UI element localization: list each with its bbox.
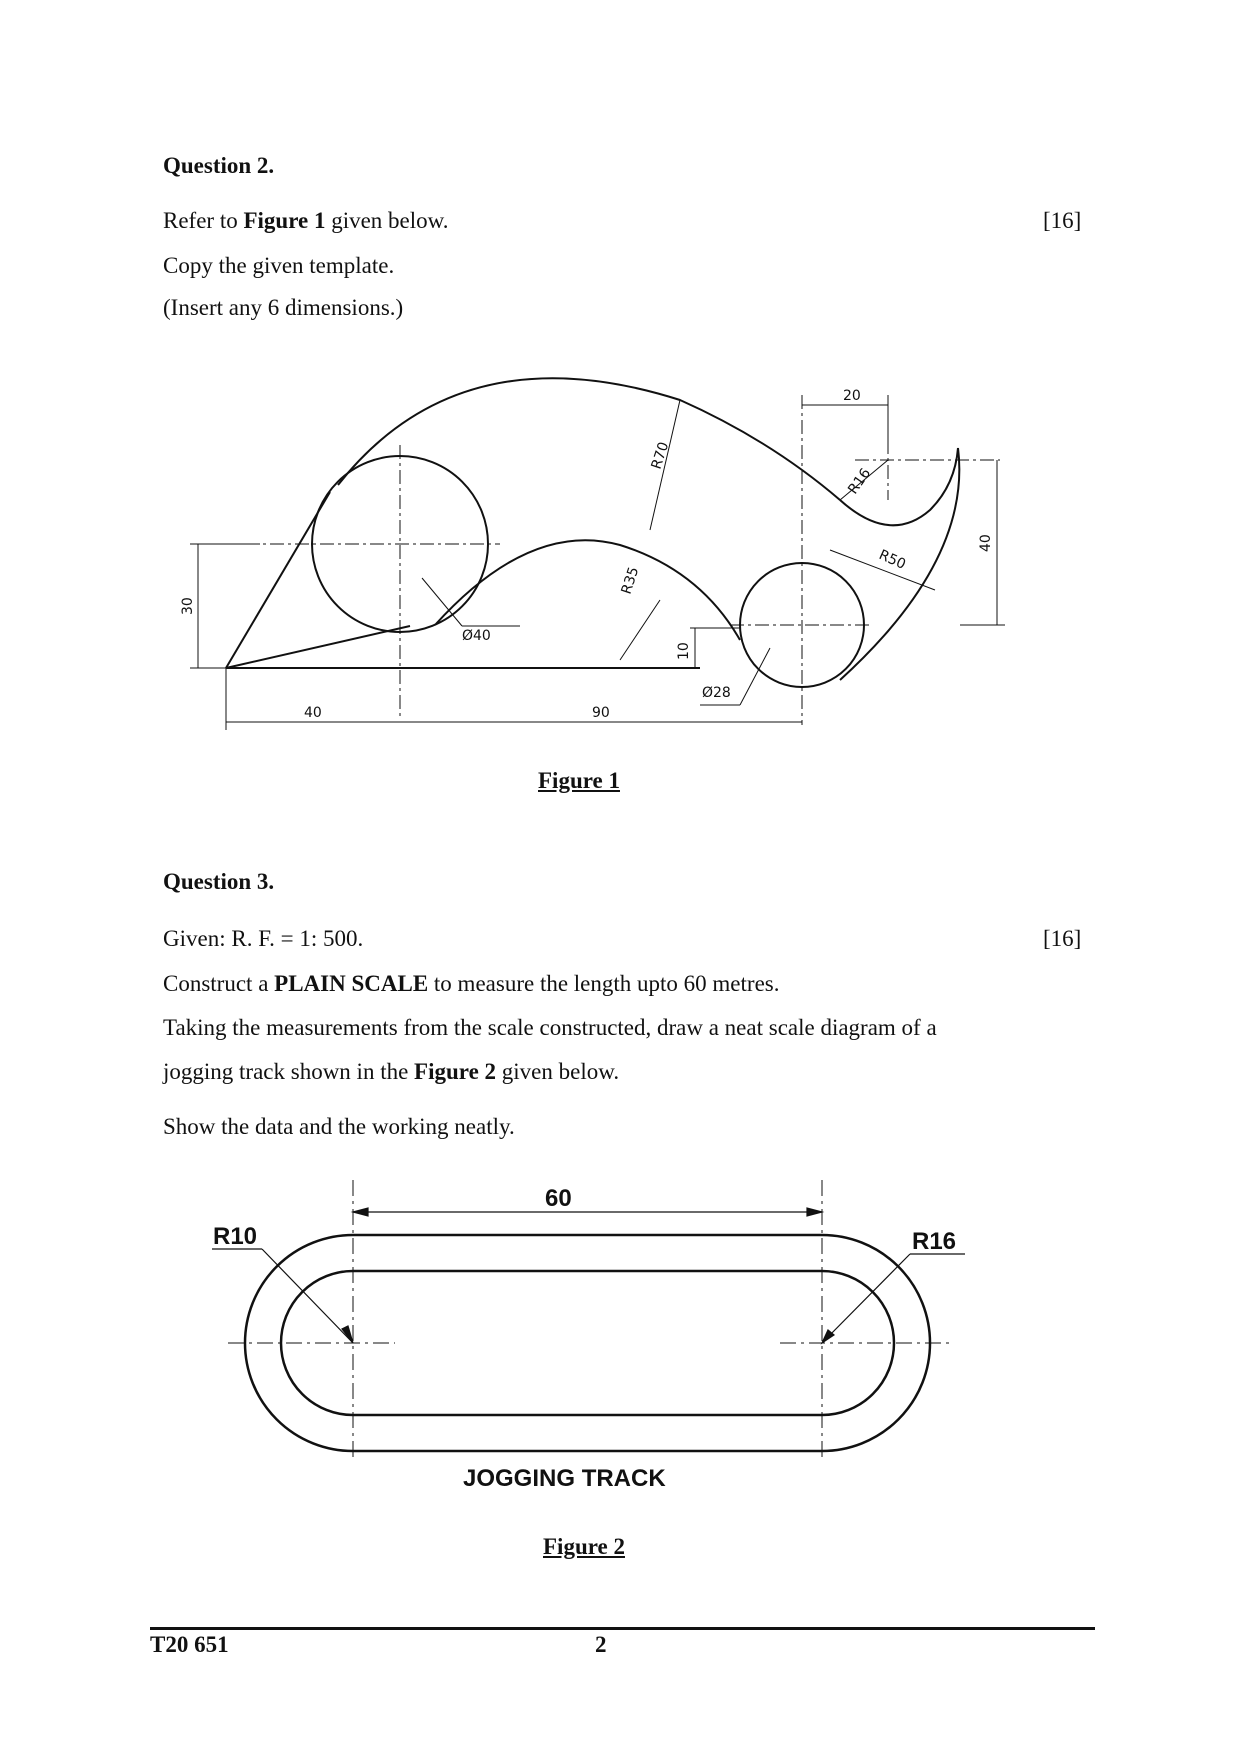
q3-line4-pre: jogging track shown in the xyxy=(163,1059,415,1084)
q3-line5: Show the data and the working neatly. xyxy=(163,1114,515,1139)
dim-40-vertical: 40 xyxy=(978,534,994,552)
q3-line2-pre: Construct a xyxy=(163,971,275,996)
q2-line1-bold: Figure 1 xyxy=(243,208,326,233)
dim-r10: R10 xyxy=(213,1223,258,1250)
q3-marks: [16] xyxy=(1043,926,1082,951)
tangent-upper xyxy=(226,492,330,668)
q3-heading: Question 3. xyxy=(163,869,275,894)
footer-page-number: 2 xyxy=(595,1632,607,1657)
q3-line3: Taking the measurements from the scale constructed, draw a neat scale diagram of a xyxy=(163,1015,937,1040)
figure2-drawing xyxy=(0,1160,1241,1520)
dim-r50: R50 xyxy=(876,547,909,573)
figure1-caption: Figure 1 xyxy=(538,768,620,793)
q3-line4-bold: Figure 2 xyxy=(414,1059,497,1084)
jogging-track-title: JOGGING TRACK xyxy=(463,1465,666,1492)
dim-r16: R16 xyxy=(845,465,875,498)
q3-line1: Given: R. F. = 1: 500. xyxy=(163,926,364,951)
figure1-drawing xyxy=(0,0,1241,760)
dim-30: 30 xyxy=(180,597,196,615)
inner-arc xyxy=(435,540,740,640)
q3-line4-post: given below. xyxy=(496,1059,620,1084)
dim-r16: R16 xyxy=(912,1228,957,1255)
dim-r35: R35 xyxy=(618,565,643,597)
outer-arc xyxy=(338,378,840,500)
dim-phi28: Ø28 xyxy=(702,685,731,701)
q3-line2-bold: PLAIN SCALE xyxy=(274,971,429,996)
q2-line3: (Insert any 6 dimensions.) xyxy=(163,295,404,320)
dim-60: 60 xyxy=(545,1185,572,1212)
dim-40-horizontal: 40 xyxy=(304,705,322,721)
q2-marks: [16] xyxy=(1043,208,1082,233)
footer-rule xyxy=(150,1627,1095,1630)
q3-line4 xyxy=(163,1058,619,1086)
dim-90: 90 xyxy=(592,705,610,721)
dim-20: 20 xyxy=(843,388,861,404)
figure2-caption: Figure 2 xyxy=(543,1534,625,1559)
tangent-lower xyxy=(226,626,410,668)
dim-r70: R70 xyxy=(648,440,673,472)
q2-line2: Copy the given template. xyxy=(163,253,395,278)
q3-line2-post: to measure the length upto 60 metres. xyxy=(428,971,780,996)
q2-line1-pre: Refer to xyxy=(163,208,244,233)
q2-heading: Question 2. xyxy=(163,153,275,178)
footer-code: T20 651 xyxy=(150,1632,229,1657)
dim-phi40: Ø40 xyxy=(462,628,491,644)
q2-line1-post: given below. xyxy=(325,208,449,233)
dim-10: 10 xyxy=(676,642,692,660)
q3-line2 xyxy=(163,970,779,998)
